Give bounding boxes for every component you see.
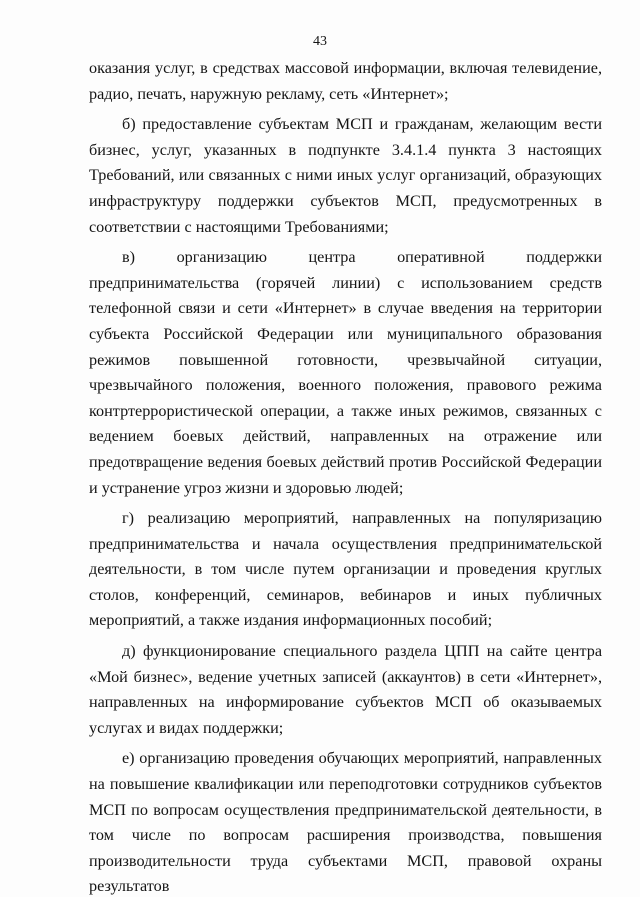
paragraph-item-b: б) предоставление субъектам МСП и гражданам, желающим вести бизнес, услуг, указанных в подпункте 3.4.1.4 пункта 3 настоящих Требований, или связанных с ними иных услуг организаций, образующих инфраструктуру поддержки субъектов МСП, предусмотренных в соответствии с настоящими Требованиями; (89, 115, 602, 236)
document-body (89, 56, 602, 905)
paragraph-continuation: оказания услуг, в средствах массовой информации, включая телевидение, радио, печать, наружную рекламу, сеть «Интернет»; (89, 59, 602, 103)
paragraph-item-v: в) организацию центра оперативной поддержки предпринимательства (горячей линии) с использованием средств телефонной связи и сети «Интернет» в случае введения на территории субъекта Российской Федерации или муниципального образования режимов повышенной готовности, чрезвычайной ситуации, чрезвычайного положения, военного положения, правового режима контртеррористической операции, а также иных режимов, связанных с ведением боевых действий, направленных на отражение или предотвращение ведения боевых действий против Российской Федерации и устранение угроз жизни и здоровью людей; (89, 248, 602, 497)
paragraph-item-g: г) реализацию мероприятий, направленных на популяризацию предпринимательства и начала осуществления предпринимательской деятельности, в том числе путем организации и проведения круглых столов, конференций, семинаров, вебинаров и иных публичных мероприятий, а также издания информационных пособий; (89, 509, 602, 630)
page-number: 43 (313, 34, 327, 49)
paragraph-item-e: е) организацию проведения обучающих мероприятий, направленных на повышение квалификации или переподготовки сотрудников субъектов МСП по вопросам осуществления предпринимательской деятельности, в том числе по вопросам расширения производства, повышения производительности труда субъектами МСП, правовой охраны результатов (89, 749, 602, 896)
paragraph-item-d: д) функционирование специального раздела ЦПП на сайте центра «Мой бизнес», ведение учетных записей (аккаунтов) в сети «Интернет», направленных на информирование субъектов МСП об оказываемых услугах и видах поддержки; (89, 642, 602, 737)
